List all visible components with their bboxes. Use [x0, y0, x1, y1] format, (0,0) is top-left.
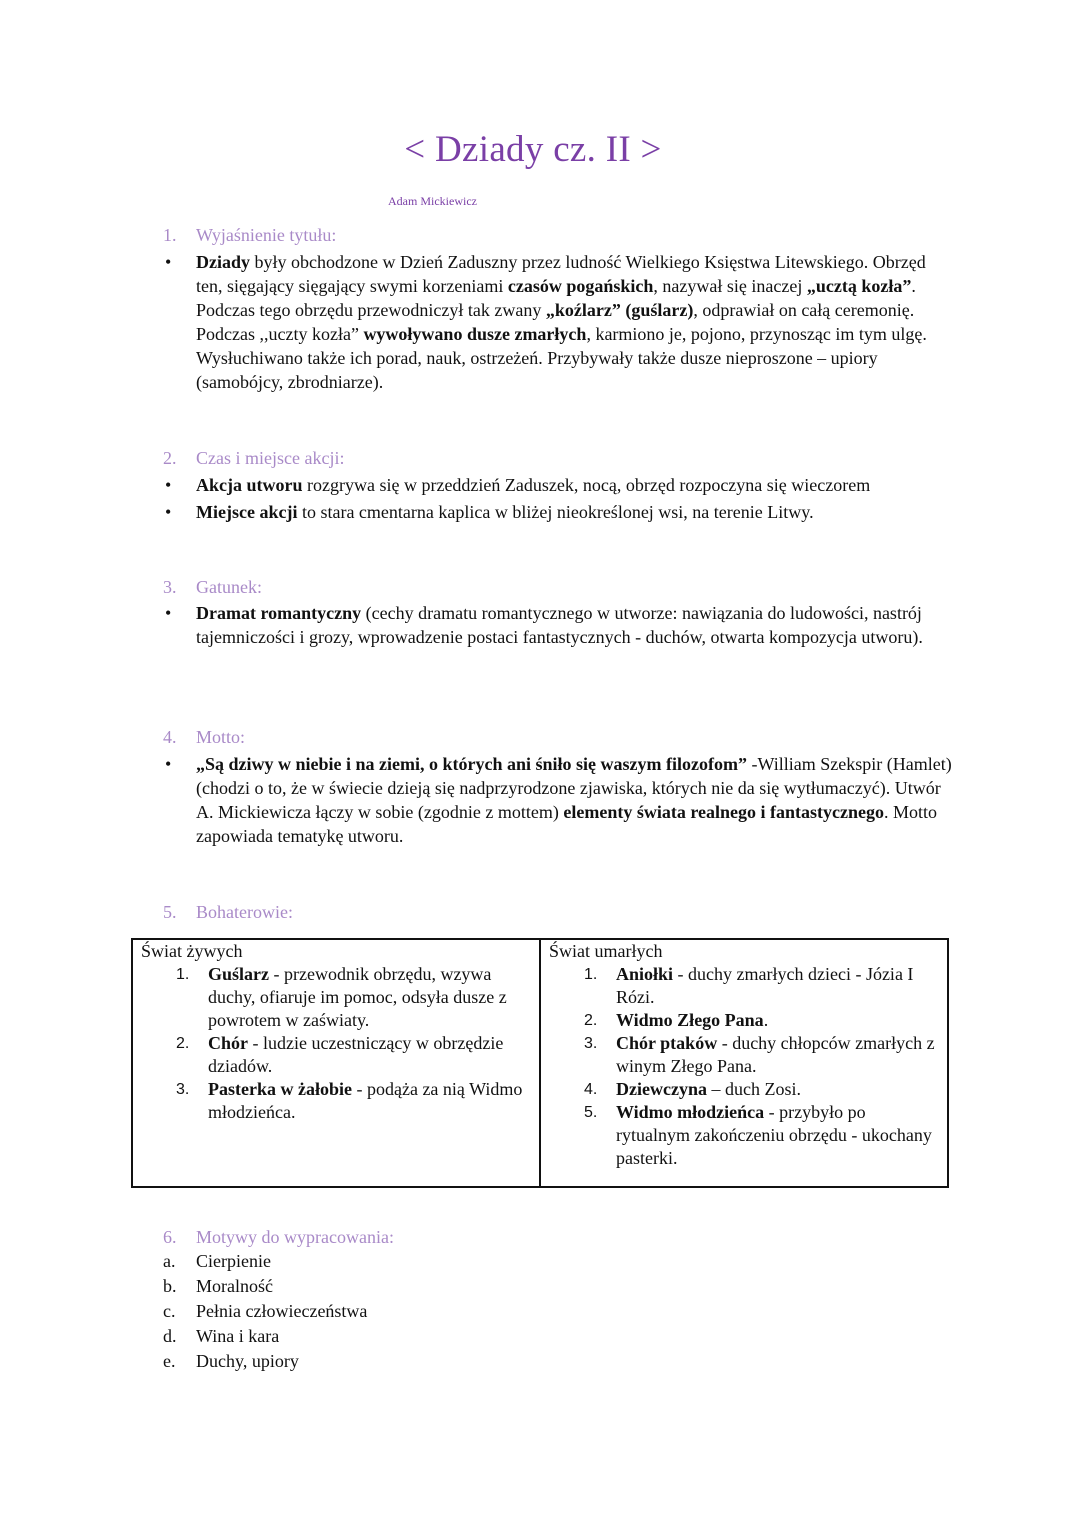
- character-desc: - duchy zmarłych dzieci - Józia I Rózi.: [616, 964, 914, 1007]
- section-heading-text: Motywy do wypracowania:: [196, 1227, 394, 1247]
- section-number: 5.: [163, 902, 177, 922]
- character-name: Pasterka w żałobie: [208, 1079, 352, 1099]
- section-number: 6.: [163, 1227, 177, 1247]
- characters-table: [131, 938, 949, 1188]
- list-item: [163, 473, 953, 497]
- section-heading-motives: [163, 1227, 394, 1248]
- character-name: Widmo młodzieńca: [616, 1102, 765, 1122]
- character-name: Aniołki: [616, 964, 674, 984]
- character-desc: .: [763, 1010, 769, 1030]
- list-item: [549, 1078, 939, 1101]
- section-heading-title-explanation: [163, 225, 336, 246]
- character-name: Chór: [208, 1033, 248, 1053]
- bullet-icon: •: [165, 252, 172, 272]
- section-heading-characters: [163, 902, 293, 923]
- section-number: 3.: [163, 577, 177, 597]
- section-number: 1.: [163, 225, 177, 245]
- text: . Podczas tego obrzędu przewodniczył tak zwany: [196, 276, 916, 320]
- motive-text: Cierpienie: [196, 1251, 271, 1271]
- section-heading-text: Bohaterowie:: [196, 902, 293, 922]
- item-letter: b.: [163, 1276, 177, 1296]
- character-desc: - ludzie uczestniczący w obrzędzie dziadów.: [208, 1033, 504, 1076]
- section-heading-text: Motto:: [196, 727, 246, 747]
- living-world-column: [132, 939, 540, 1187]
- item-number: 4.: [584, 1081, 598, 1098]
- section-heading-motto: [163, 727, 245, 748]
- bold-text: Akcja utworu: [196, 475, 303, 495]
- motives-list: [163, 1249, 367, 1374]
- list-item: [163, 752, 953, 848]
- motive-text: Moralność: [196, 1276, 273, 1296]
- motive-text: Duchy, upiory: [196, 1351, 299, 1371]
- section-heading-text: Gatunek:: [196, 577, 262, 597]
- item-letter: d.: [163, 1326, 177, 1346]
- list-item: [163, 1249, 367, 1274]
- section-number: 2.: [163, 448, 177, 468]
- character-desc: - podąża za nią Widmo młodzieńca.: [208, 1079, 523, 1122]
- list-item: [163, 1274, 367, 1299]
- list-item: [549, 1032, 939, 1078]
- motive-text: Pełnia człowieczeństwa: [196, 1301, 368, 1321]
- section-heading-text: Czas i miejsce akcji:: [196, 448, 345, 468]
- section-heading-text: Wyjaśnienie tytułu:: [196, 225, 337, 245]
- character-desc: – duch Zosi.: [706, 1079, 801, 1099]
- list-item: [141, 1078, 531, 1124]
- item-number: 2.: [176, 1035, 190, 1052]
- text: -William Szekspir (Hamlet) (chodzi o to, że w świecie dzieją się nadprzyrodzone zjawiska, których nie da się wytłumaczyć). Utwór A. Mickiewicza łączy w sobie (zgodnie z mottem): [196, 754, 952, 822]
- text: , odprawiał on całą ceremonię. Podczas ,,uczty kozła”: [196, 300, 915, 344]
- item-letter: e.: [163, 1351, 176, 1371]
- list-item: [163, 500, 953, 524]
- list-item: [163, 1349, 367, 1374]
- item-letter: c.: [163, 1301, 176, 1321]
- section-3-list: [163, 601, 953, 649]
- item-number: 5.: [584, 1104, 598, 1121]
- item-letter: a.: [163, 1251, 176, 1271]
- document-title: < Dziady cz. II >: [404, 129, 662, 170]
- section-4-list: [163, 752, 953, 848]
- section-number: 4.: [163, 727, 177, 747]
- bullet-icon: •: [165, 603, 172, 623]
- character-name: Widmo Złego Pana: [616, 1010, 764, 1030]
- section-heading-genre: [163, 577, 262, 598]
- item-number: 1.: [176, 966, 190, 983]
- motive-text: Wina i kara: [196, 1326, 280, 1346]
- section-1-list: [163, 250, 953, 394]
- section-2-list: [163, 473, 953, 524]
- character-name: Dziewczyna: [616, 1079, 707, 1099]
- bold-text: Dramat romantyczny: [196, 603, 362, 623]
- list-item: [549, 1009, 939, 1032]
- list-item: [141, 963, 531, 1032]
- bullet-icon: •: [165, 475, 172, 495]
- item-number: 3.: [176, 1081, 190, 1098]
- bold-text: czasów pogańskich: [507, 276, 654, 296]
- character-name: Chór ptaków: [616, 1033, 718, 1053]
- dead-characters-list: [549, 963, 939, 1170]
- text: . Motto zapowiada tematykę utworu.: [196, 802, 937, 846]
- bold-text: Miejsce akcji: [196, 502, 298, 522]
- item-number: 1.: [584, 966, 598, 983]
- list-item: [163, 601, 953, 649]
- bullet-icon: •: [165, 502, 172, 522]
- living-characters-list: [141, 963, 531, 1124]
- bold-text: „ucztą kozła”: [806, 276, 912, 296]
- text: , karmiono je, pojono, przynosząc im tym ulgę. Wysłuchiwano także ich porad, nauk, ostrzeżeń. Przybywały także dusze nieproszone – upiory (samobójcy, zbrodniarze).: [196, 324, 927, 392]
- text: , nazywał się inaczej: [653, 276, 807, 296]
- list-item: [163, 1324, 367, 1349]
- list-item: [549, 963, 939, 1009]
- motto-quote: „Są dziwy w niebie i na ziemi, o których ani śniło się waszym filozofom”: [196, 754, 747, 774]
- list-item: [163, 250, 953, 394]
- text: były obchodzone w Dzień Zaduszny przez ludność Wielkiego Księstwa Litewskiego. Obrzęd ten, sięgający sięgający swymi korzeniami: [196, 252, 926, 296]
- character-desc: - przybyło po rytualnym zakończeniu obrzędu - ukochany pasterki.: [616, 1102, 932, 1168]
- text: (cechy dramatu romantycznego w utworze: nawiązania do ludowości, nastrój tajemniczości i grozy, wprowadzenie postaci fantastycznych - duchów, otwarta kompozycja utworu).: [196, 603, 923, 647]
- item-number: 3.: [584, 1035, 598, 1052]
- bold-text: elementy świata realnego i fantastycznego: [563, 802, 884, 822]
- list-item: [163, 1299, 367, 1324]
- list-item: [141, 1032, 531, 1078]
- bullet-icon: •: [165, 754, 172, 774]
- character-desc: - przewodnik obrzędu, wzywa duchy, ofiaruje im pomoc, odsyła dusze z powrotem w zaświaty.: [208, 964, 507, 1030]
- bold-text: „koźlarz” (guślarz): [545, 300, 694, 320]
- text: rozgrywa się w przeddzień Zaduszek, nocą, obrzęd rozpoczyna się wieczorem: [302, 475, 871, 495]
- character-name: Guślarz: [208, 964, 269, 984]
- bold-text: wywoływano dusze zmarłych: [363, 324, 587, 344]
- dead-world-column: [540, 939, 948, 1187]
- author-name: Adam Mickiewicz: [388, 194, 477, 208]
- character-desc: - duchy chłopców zmarłych z winym Złego Pana.: [616, 1033, 935, 1076]
- text: to stara cmentarna kaplica w bliżej nieokreślonej wsi, na terenie Litwy.: [297, 502, 814, 522]
- bold-text: Dziady: [196, 252, 250, 272]
- list-item: [549, 1101, 939, 1170]
- column-header: Świat umarłych: [549, 941, 663, 961]
- column-header: Świat żywych: [141, 941, 243, 961]
- section-heading-time-place: [163, 448, 344, 469]
- item-number: 2.: [584, 1012, 598, 1029]
